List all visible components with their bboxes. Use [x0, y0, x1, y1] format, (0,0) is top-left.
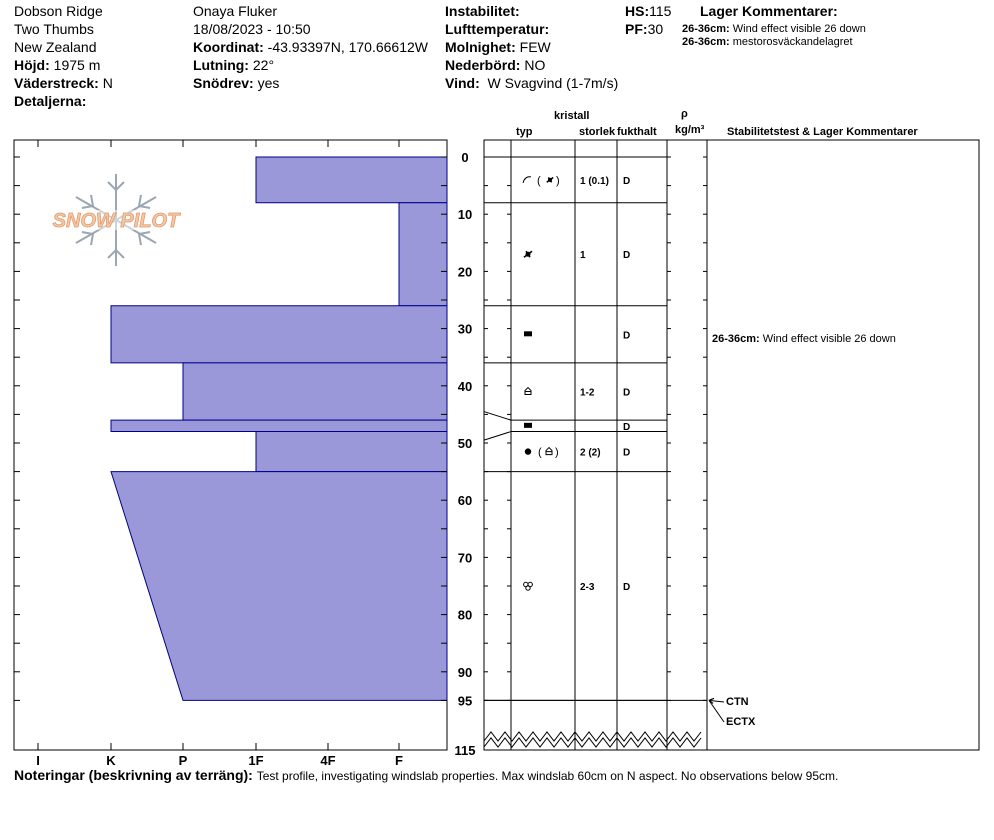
sky-value: FEW	[519, 39, 551, 55]
moisture-label: D	[623, 421, 631, 433]
paren-open: (	[538, 446, 542, 459]
footer-label: Noteringar (beskrivning av terräng):	[14, 767, 253, 783]
aspect-label: Väderstreck:	[14, 75, 99, 91]
crust-symbol	[524, 423, 532, 428]
coordinate-label: Koordinat:	[193, 39, 264, 55]
depth-label: 40	[457, 378, 473, 394]
details-label: Detaljerna:	[14, 93, 87, 109]
col-crystal-header: kristall	[554, 110, 590, 122]
hs-value: 115	[649, 3, 672, 19]
elevation-value: 1975 m	[53, 57, 101, 73]
x-tick-label: I	[36, 753, 40, 768]
x-tick-label: F	[395, 753, 403, 768]
faceted-symbol	[525, 388, 531, 395]
moisture-label: D	[623, 175, 631, 187]
crystal-size-label: 2-3	[580, 582, 595, 593]
depth-label: 90	[457, 664, 473, 680]
moisture-label: D	[623, 387, 631, 399]
decomposing-symbol-dot	[526, 252, 531, 257]
pf-value: 30	[647, 21, 664, 37]
drift-label: Snödrev:	[193, 75, 254, 91]
footer-text: Test profile, investigating windslab properties. Max windslab 60cm on N aspect. No observations below 95cm.	[256, 769, 839, 783]
observation-datetime: 18/08/2023 - 10:50	[193, 21, 311, 37]
rounded-symbol	[525, 448, 531, 454]
sky-label: Molnighet:	[445, 39, 516, 55]
crystal-size-label: 1	[580, 250, 586, 262]
crystal-size-label: 1 (0.1)	[580, 175, 609, 187]
hs-label: HS:	[625, 3, 650, 19]
instability-label: Instabilitet:	[445, 3, 520, 19]
col-moisture-header: fukthalt	[617, 126, 657, 138]
slope-value: 22°	[252, 57, 275, 73]
depth-label: 115	[454, 743, 476, 758]
layer-connector	[484, 432, 511, 441]
layer-comments-title: Lager Kommentarer:	[700, 3, 838, 19]
precip-value: NO	[524, 57, 546, 73]
faceted-symbol	[546, 448, 552, 455]
col-density-header: kg/m³	[675, 124, 705, 136]
drift-value: yes	[257, 75, 280, 91]
stability-comment-text: Wind effect visible 26 down	[762, 333, 896, 345]
depth-label: 60	[457, 493, 473, 509]
layer-comment-range: 26-36cm:	[682, 36, 730, 48]
decomposing-symbol-dot	[548, 178, 552, 182]
pf-label: PF:	[625, 21, 648, 37]
layer-comment-range: 26-36cm:	[682, 23, 730, 35]
slope-label: Lutning:	[193, 57, 249, 73]
x-tick-label: P	[178, 753, 188, 768]
moisture-label: D	[623, 330, 631, 342]
depth-label: 30	[457, 321, 473, 337]
stability-comment-range: 26-36cm:	[712, 333, 760, 345]
depth-label: 50	[457, 436, 473, 451]
crystal-table-frame	[484, 140, 979, 750]
coordinate-value: -43.93397N, 170.66612W	[267, 39, 428, 55]
paren-close: )	[556, 174, 560, 187]
wind-packed-symbol	[523, 177, 531, 183]
depth-label: 70	[457, 550, 473, 566]
moisture-label: D	[623, 582, 631, 593]
crystal-size-label: 1-2	[580, 387, 595, 399]
col-size-header: storlek	[579, 126, 616, 138]
layer-bar	[111, 472, 447, 701]
melt-forms-symbol	[526, 586, 530, 590]
airtemp-label: Lufttemperatur:	[445, 21, 550, 37]
paren-open: (	[537, 174, 541, 187]
moisture-label: D	[623, 447, 631, 459]
wind-label: Vind:	[445, 75, 480, 91]
col-stability-header: Stabilitetstest & Lager Kommentarer	[727, 126, 918, 138]
depth-label: 10	[457, 207, 473, 223]
moisture-label: D	[623, 250, 631, 262]
layer-bar	[111, 306, 447, 363]
layer-bar	[256, 432, 447, 472]
crust-symbol	[524, 331, 532, 336]
depth-label: 95	[457, 693, 473, 709]
col-rho-header: ρ	[681, 108, 688, 120]
x-tick-label: 4F	[320, 753, 336, 768]
layer-connector	[484, 412, 511, 421]
elevation-label: Höjd:	[14, 57, 50, 73]
precip-label: Nederbörd:	[445, 57, 521, 73]
layer-comment-text: Wind effect visible 26 down	[732, 23, 866, 35]
layer-bar	[399, 203, 447, 306]
layer-bar	[256, 157, 447, 203]
observer-name: Onaya Fluker	[193, 3, 278, 19]
test-ctn-label: CTN	[726, 696, 749, 708]
location-country: New Zealand	[14, 39, 97, 55]
depth-label: 80	[457, 607, 473, 623]
crystal-size-label: 2 (2)	[580, 447, 601, 459]
paren-close: )	[555, 446, 559, 459]
test-ectx-label: ECTX	[726, 716, 756, 728]
layer-bar	[183, 363, 447, 420]
logo-text: SNOW PILOT	[52, 210, 180, 232]
layer-comment-text: mestorosväckandelagret	[732, 36, 853, 48]
aspect-value: N	[102, 75, 113, 91]
x-tick-label: K	[106, 753, 116, 768]
col-type-header: typ	[516, 126, 533, 138]
wind-value: W Svagvind (1-7m/s)	[487, 75, 619, 91]
x-tick-label: 1F	[248, 753, 264, 768]
layer-bar	[111, 420, 447, 431]
location-area: Two Thumbs	[14, 21, 94, 37]
depth-label: 20	[457, 264, 473, 280]
location-name: Dobson Ridge	[14, 3, 103, 19]
break-zigzag	[484, 738, 701, 747]
test-arrow-line	[709, 700, 724, 722]
depth-label: 0	[461, 150, 469, 165]
break-zigzag	[484, 732, 701, 741]
